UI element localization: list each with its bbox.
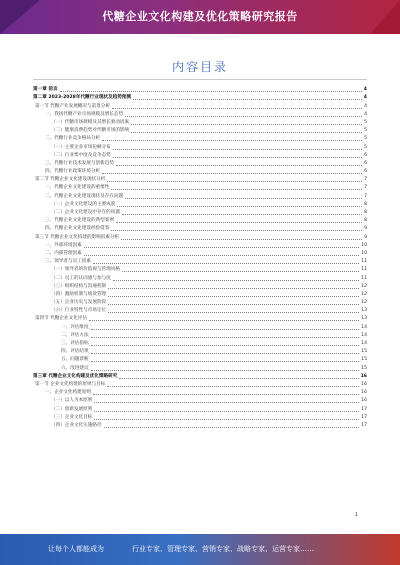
- toc-entry-title: （二）员工的认同感与参与度: [51, 275, 111, 281]
- toc-entry-page: 13: [361, 316, 367, 322]
- toc-entry[interactable]: [33, 208, 367, 216]
- toc-leader-dots: [93, 393, 359, 395]
- toc-entry[interactable]: [33, 372, 367, 380]
- toc-leader-dots: [94, 418, 359, 420]
- toc-entry[interactable]: [33, 126, 367, 134]
- toc-entry-page: 4: [363, 95, 367, 101]
- toc-entry[interactable]: [33, 290, 367, 298]
- toc-entry-title: 四、评估结果: [61, 349, 89, 355]
- toc-leader-dots: [108, 303, 359, 305]
- toc-entry[interactable]: [33, 241, 367, 249]
- toc-entry-title: 第三节 代糖企业文化构建的影响因素分析: [35, 234, 120, 240]
- toc-leader-dots: [116, 221, 362, 223]
- toc-entry-title: 第一节 代糖产业发展概况与前景分析: [35, 103, 110, 109]
- toc-leader-dots: [131, 123, 362, 125]
- toc-entry-page: 6: [364, 160, 367, 166]
- toc-entry-page: 7: [364, 177, 367, 183]
- toc-entry-page: 17: [361, 414, 367, 420]
- toc-entry-title: （一）企业文化建设的主要成就: [51, 201, 116, 207]
- toc-entry[interactable]: [33, 298, 367, 306]
- toc-entry[interactable]: [33, 306, 367, 314]
- toc-leader-dots: [104, 426, 360, 428]
- toc-entry-title: 一、企业文化构建原则: [45, 390, 91, 396]
- toc-entry-title: （六）行业特性与市场定位: [51, 308, 107, 314]
- toc-entry[interactable]: [33, 159, 367, 167]
- toc-entry-title: （二）企业文化建设中存在的问题: [51, 210, 120, 215]
- toc-entry-title: 一、代糖企业文化建设的重要性: [45, 185, 110, 191]
- toc-entry-page: 16: [361, 398, 367, 404]
- toc-entry[interactable]: [33, 322, 367, 330]
- toc-entry[interactable]: [33, 175, 367, 183]
- toc-heading: 内容目录: [171, 60, 228, 74]
- toc-entry[interactable]: [33, 331, 367, 339]
- toc-entry-page: 14: [361, 332, 367, 338]
- toc-entry[interactable]: [33, 355, 367, 363]
- toc-leader-dots: [108, 311, 359, 313]
- toc-entry-title: （一）以人为本原则: [51, 398, 93, 404]
- toc-entry[interactable]: [33, 232, 367, 240]
- toc-entry[interactable]: [33, 347, 367, 355]
- toc-leader-dots: [125, 115, 362, 117]
- toc-leader-dots: [91, 344, 360, 346]
- toc-entry-title: （二）创新发展原则: [51, 406, 93, 412]
- toc-entry[interactable]: [33, 101, 367, 109]
- toc-leader-dots: [84, 246, 359, 248]
- page-number: 1: [354, 512, 358, 518]
- toc-entry-page: 16: [361, 381, 367, 387]
- toc-entry[interactable]: [33, 314, 367, 322]
- toc-entry[interactable]: [33, 363, 367, 371]
- toc-leader-dots: [111, 229, 362, 231]
- toc-entry-page: 5: [364, 119, 367, 125]
- toc-entry-title: 三、评估指标: [61, 341, 89, 346]
- toc-entry-page: 12: [361, 283, 367, 289]
- header-banner: [0, 0, 400, 34]
- toc-entry-title: 一、外部环境因素: [45, 242, 82, 248]
- toc-leader-dots: [102, 139, 362, 141]
- toc-entry-page: 5: [364, 128, 367, 134]
- toc-entry[interactable]: [33, 282, 367, 290]
- toc-leader-dots: [107, 385, 359, 387]
- toc-entry-page: 15: [361, 357, 367, 363]
- toc-entry-title: （一）代糖市场规模及其增长驱动因素: [51, 119, 130, 125]
- toc-entry-title: 四、代糖企业文化建设经验借鉴: [45, 226, 110, 232]
- toc-entry[interactable]: [33, 388, 367, 396]
- toc-leader-dots: [113, 156, 362, 158]
- toc-entry-title: （一）主要企业市场份额分布: [51, 144, 111, 150]
- toc-entry-title: （四）激励机制与绩效管理: [51, 291, 107, 297]
- toc-entry[interactable]: [33, 167, 367, 175]
- toc-entry-page: 15: [361, 365, 367, 371]
- toc-entry[interactable]: [33, 142, 367, 150]
- toc-entry[interactable]: [33, 404, 367, 412]
- toc-entry-page: 4: [364, 111, 367, 117]
- toc-entry-title: （三）企业文化目标: [51, 414, 93, 420]
- toc-entry-title: （一）领导者的价值观与管理风格: [51, 267, 120, 273]
- toc-entry[interactable]: [33, 151, 367, 159]
- toc-leader-dots: [91, 369, 360, 371]
- toc-leader-dots: [91, 352, 360, 354]
- toc-leader-dots: [113, 279, 359, 281]
- toc-entry[interactable]: [33, 118, 367, 126]
- footer-slogan: 让每个人都能成为: [48, 545, 104, 553]
- toc-entry-title: 六、改进建议: [61, 365, 89, 371]
- toc-entry-title: （四）企业文化实施路径: [51, 422, 102, 428]
- toc-leader-dots: [91, 360, 360, 362]
- toc-entry[interactable]: [33, 421, 367, 429]
- toc-leader-dots: [121, 238, 362, 240]
- toc-entry-page: 16: [360, 373, 367, 379]
- toc-entry-title: 二、内部管理因素: [45, 250, 82, 256]
- toc-entry-page: 8: [364, 210, 367, 215]
- toc-entry-page: 6: [364, 169, 367, 175]
- toc-entry-page: 8: [364, 201, 367, 207]
- toc-leader-dots: [131, 131, 362, 133]
- toc-entry-page: 10: [361, 250, 367, 256]
- toc-entry[interactable]: [33, 413, 367, 421]
- toc-entry[interactable]: [33, 265, 367, 273]
- toc-entry-page: 10: [361, 242, 367, 248]
- toc-entry-title: 一、评估维度: [61, 324, 89, 330]
- toc-leader-dots: [117, 205, 362, 207]
- toc-entry[interactable]: [33, 93, 367, 101]
- toc-leader-dots: [91, 336, 360, 338]
- toc-leader-dots: [84, 254, 359, 256]
- toc-entry-title: 五、问题诊断: [61, 357, 89, 363]
- toc-entry-title: 第三章 代糖企业文化构建及优化策略研究: [33, 373, 118, 379]
- toc-entry-title: 一、我国代糖产业市场规模及增长态势: [45, 111, 124, 117]
- divider: [33, 79, 367, 80]
- toc-entry[interactable]: [33, 273, 367, 281]
- toc-leader-dots: [108, 295, 359, 297]
- toc-entry-title: 第一章 前言: [33, 87, 58, 93]
- toc-leader-dots: [116, 164, 362, 166]
- toc-entry-page: 11: [361, 275, 367, 281]
- toc-entry[interactable]: [33, 216, 367, 224]
- toc-entry-title: 三、领导者与员工因素: [45, 259, 91, 265]
- toc-entry-title: 第二章 2023-2028年代糖行业现状及趋势预测: [33, 95, 131, 101]
- toc-entry-page: 7: [364, 185, 367, 191]
- toc-entry-title: 二、代糖企业文化建设现状及存在问题: [45, 193, 124, 199]
- toc-entry[interactable]: [33, 257, 367, 265]
- toc-entry-title: （三）组织结构与沟通机制: [51, 283, 107, 289]
- toc-leader-dots: [133, 98, 362, 100]
- toc-entry-title: （二）健康消费趋势对代糖市场的影响: [51, 128, 130, 134]
- toc-entry-page: 5: [364, 144, 367, 150]
- toc-entry-page: 5: [364, 136, 367, 142]
- toc-entry-title: 二、代糖行业竞争格局分析: [45, 136, 101, 142]
- toc-entry-page: 14: [361, 324, 367, 330]
- toc-entry-title: 第二节 代糖企业文化建设现状分析: [35, 177, 106, 183]
- toc-leader-dots: [113, 148, 362, 150]
- toc-entry-page: 16: [361, 390, 367, 396]
- toc-entry-page: 8: [364, 218, 367, 224]
- report-title: 代糖企业文化构建及优化策略研究报告: [102, 10, 298, 23]
- toc-leader-dots: [122, 213, 362, 215]
- table-of-contents: [33, 85, 367, 429]
- toc-entry[interactable]: [33, 339, 367, 347]
- toc-leader-dots: [102, 172, 362, 174]
- footer-tagline: 行业专家、管理专家、营销专家、战略专家、运营专家……: [132, 545, 314, 553]
- toc-leader-dots: [94, 410, 359, 412]
- footer-banner: [0, 534, 400, 565]
- toc-leader-dots: [125, 197, 362, 199]
- toc-leader-dots: [112, 107, 362, 109]
- toc-entry[interactable]: [33, 183, 367, 191]
- toc-entry-title: 二、评估方法: [61, 332, 89, 338]
- toc-entry-title: （二）行业集中度及竞争态势: [51, 152, 111, 158]
- toc-leader-dots: [91, 328, 360, 330]
- toc-entry-title: 三、代糖企业文化建设的典型案例: [45, 218, 114, 224]
- toc-leader-dots: [107, 180, 362, 182]
- toc-entry[interactable]: [33, 224, 367, 232]
- toc-entry[interactable]: [33, 110, 367, 118]
- toc-entry-title: 三、代糖行业技术发展与创新趋势: [45, 160, 114, 166]
- toc-entry-page: 7: [364, 193, 367, 199]
- toc-entry-page: 4: [363, 87, 367, 93]
- toc-leader-dots: [108, 287, 359, 289]
- toc-leader-dots: [119, 377, 358, 379]
- toc-entry[interactable]: [33, 85, 367, 93]
- toc-entry-page: 4: [364, 103, 367, 109]
- toc-entry-page: 15: [361, 349, 367, 355]
- toc-leader-dots: [93, 262, 359, 264]
- toc-entry-page: 11: [361, 259, 367, 265]
- toc-entry[interactable]: [33, 191, 367, 199]
- toc-entry-title: （五）企业历史与发展阶段: [51, 300, 107, 306]
- toc-entry[interactable]: [33, 380, 367, 388]
- toc-entry[interactable]: [33, 396, 367, 404]
- toc-entry[interactable]: [33, 200, 367, 208]
- toc-entry-page: 9: [364, 234, 367, 240]
- toc-leader-dots: [111, 188, 362, 190]
- toc-entry-title: 第四节 代糖企业文化评估: [35, 316, 87, 322]
- toc-entry-page: 12: [361, 291, 367, 297]
- toc-entry-page: 12: [361, 300, 367, 306]
- toc-entry[interactable]: [33, 134, 367, 142]
- toc-entry-page: 13: [361, 308, 367, 314]
- toc-entry-page: 6: [364, 152, 367, 158]
- toc-leader-dots: [94, 401, 359, 403]
- toc-entry-title: 四、代糖行业政策环境分析: [45, 169, 101, 175]
- toc-leader-dots: [89, 319, 359, 321]
- toc-leader-dots: [122, 270, 359, 272]
- toc-entry-page: 14: [361, 341, 367, 346]
- toc-entry-page: 17: [361, 422, 367, 428]
- toc-entry-page: 11: [361, 267, 367, 273]
- toc-entry[interactable]: [33, 249, 367, 257]
- toc-entry-title: 第一节 企业文化构建的原则与目标: [35, 381, 106, 387]
- toc-entry-page: 17: [361, 406, 367, 412]
- toc-leader-dots: [60, 90, 362, 92]
- toc-entry-page: 9: [364, 226, 367, 232]
